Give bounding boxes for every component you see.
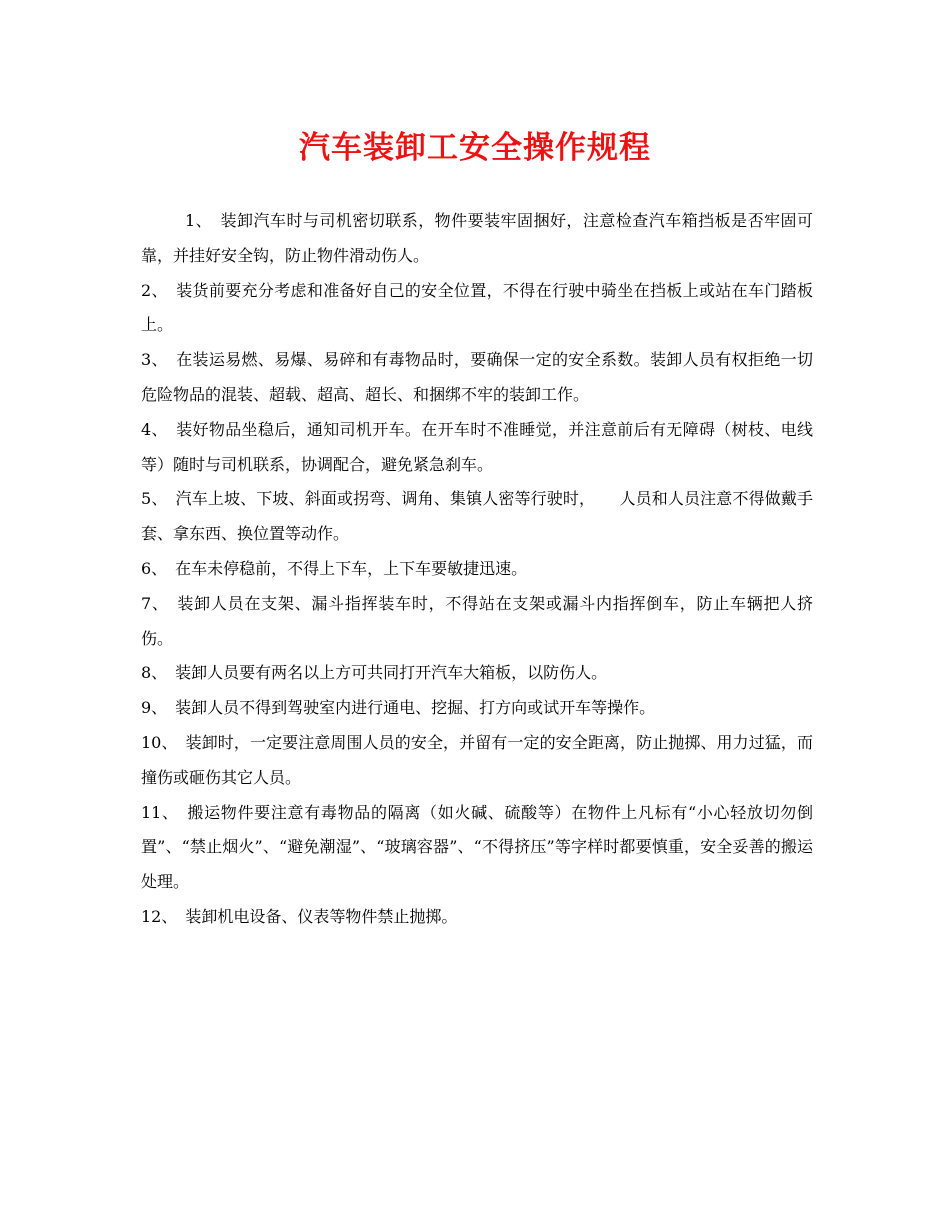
- paragraph-10: 10、 装卸时，一定要注意周围人员的安全，并留有一定的安全距离，防止抛掷、用力过猛，而撞伤或砸伤其它人员。: [141, 732, 813, 787]
- document-title: 汽车装卸工安全操作规程: [299, 130, 651, 166]
- document-body: [141, 204, 813, 935]
- paragraph-6: 6、 在车未停稳前，不得上下车，上下车要敏捷迅速。: [141, 558, 528, 578]
- paragraph-12: 12、 装卸机电设备、仪表等物件禁止抛掷。: [141, 906, 458, 926]
- paragraph-11: 11、 搬运物件要注意有毒物品的隔离（如火碱、硫酸等）在物件上凡标有“小心轻放切勿倒置”、“禁止烟火”、“避免潮湿”、“玻璃容器”、“不得挤压”等字样时都要慎重，安全妥善的搬运处理。: [141, 802, 813, 892]
- paragraph-7: 7、 装卸人员在支架、漏斗指挥装车时，不得站在支架或漏斗内指挥倒车，防止车辆把人挤伤。: [141, 593, 813, 648]
- paragraph-2: 2、 装货前要充分考虑和准备好自己的安全位置，不得在行驶中骑坐在挡板上或站在车门踏板上。: [141, 280, 813, 335]
- paragraph-3: 3、 在装运易燃、易爆、易碎和有毒物品时，要确保一定的安全系数。装卸人员有权拒绝一切危险物品的混装、超载、超高、超长、和捆绑不牢的装卸工作。: [141, 350, 813, 404]
- paragraph-8: 8、 装卸人员要有两名以上方可共同打开汽车大箱板，以防伤人。: [141, 663, 608, 683]
- paragraph-5: 5、 汽车上坡、下坡、斜面或拐弯、调角、集镇人密等行驶时， 人员和人员注意不得做戴手套、拿东西、换位置等动作。: [141, 489, 813, 544]
- paragraph-4: 4、 装好物品坐稳后，通知司机开车。在开车时不准睡觉，并注意前后有无障碍（树枝、电线等）随时与司机联系，协调配合，避免紧急刹车。: [141, 419, 813, 474]
- paragraph-9: 9、 装卸人员不得到驾驶室内进行通电、挖掘、打方向或试开车等操作。: [141, 698, 656, 718]
- paragraph-1: 1、 装卸汽车时与司机密切联系，物件要装牢固捆好，注意检查汽车箱挡板是否牢固可靠，并挂好安全钩，防止物件滑动伤人。: [141, 211, 813, 265]
